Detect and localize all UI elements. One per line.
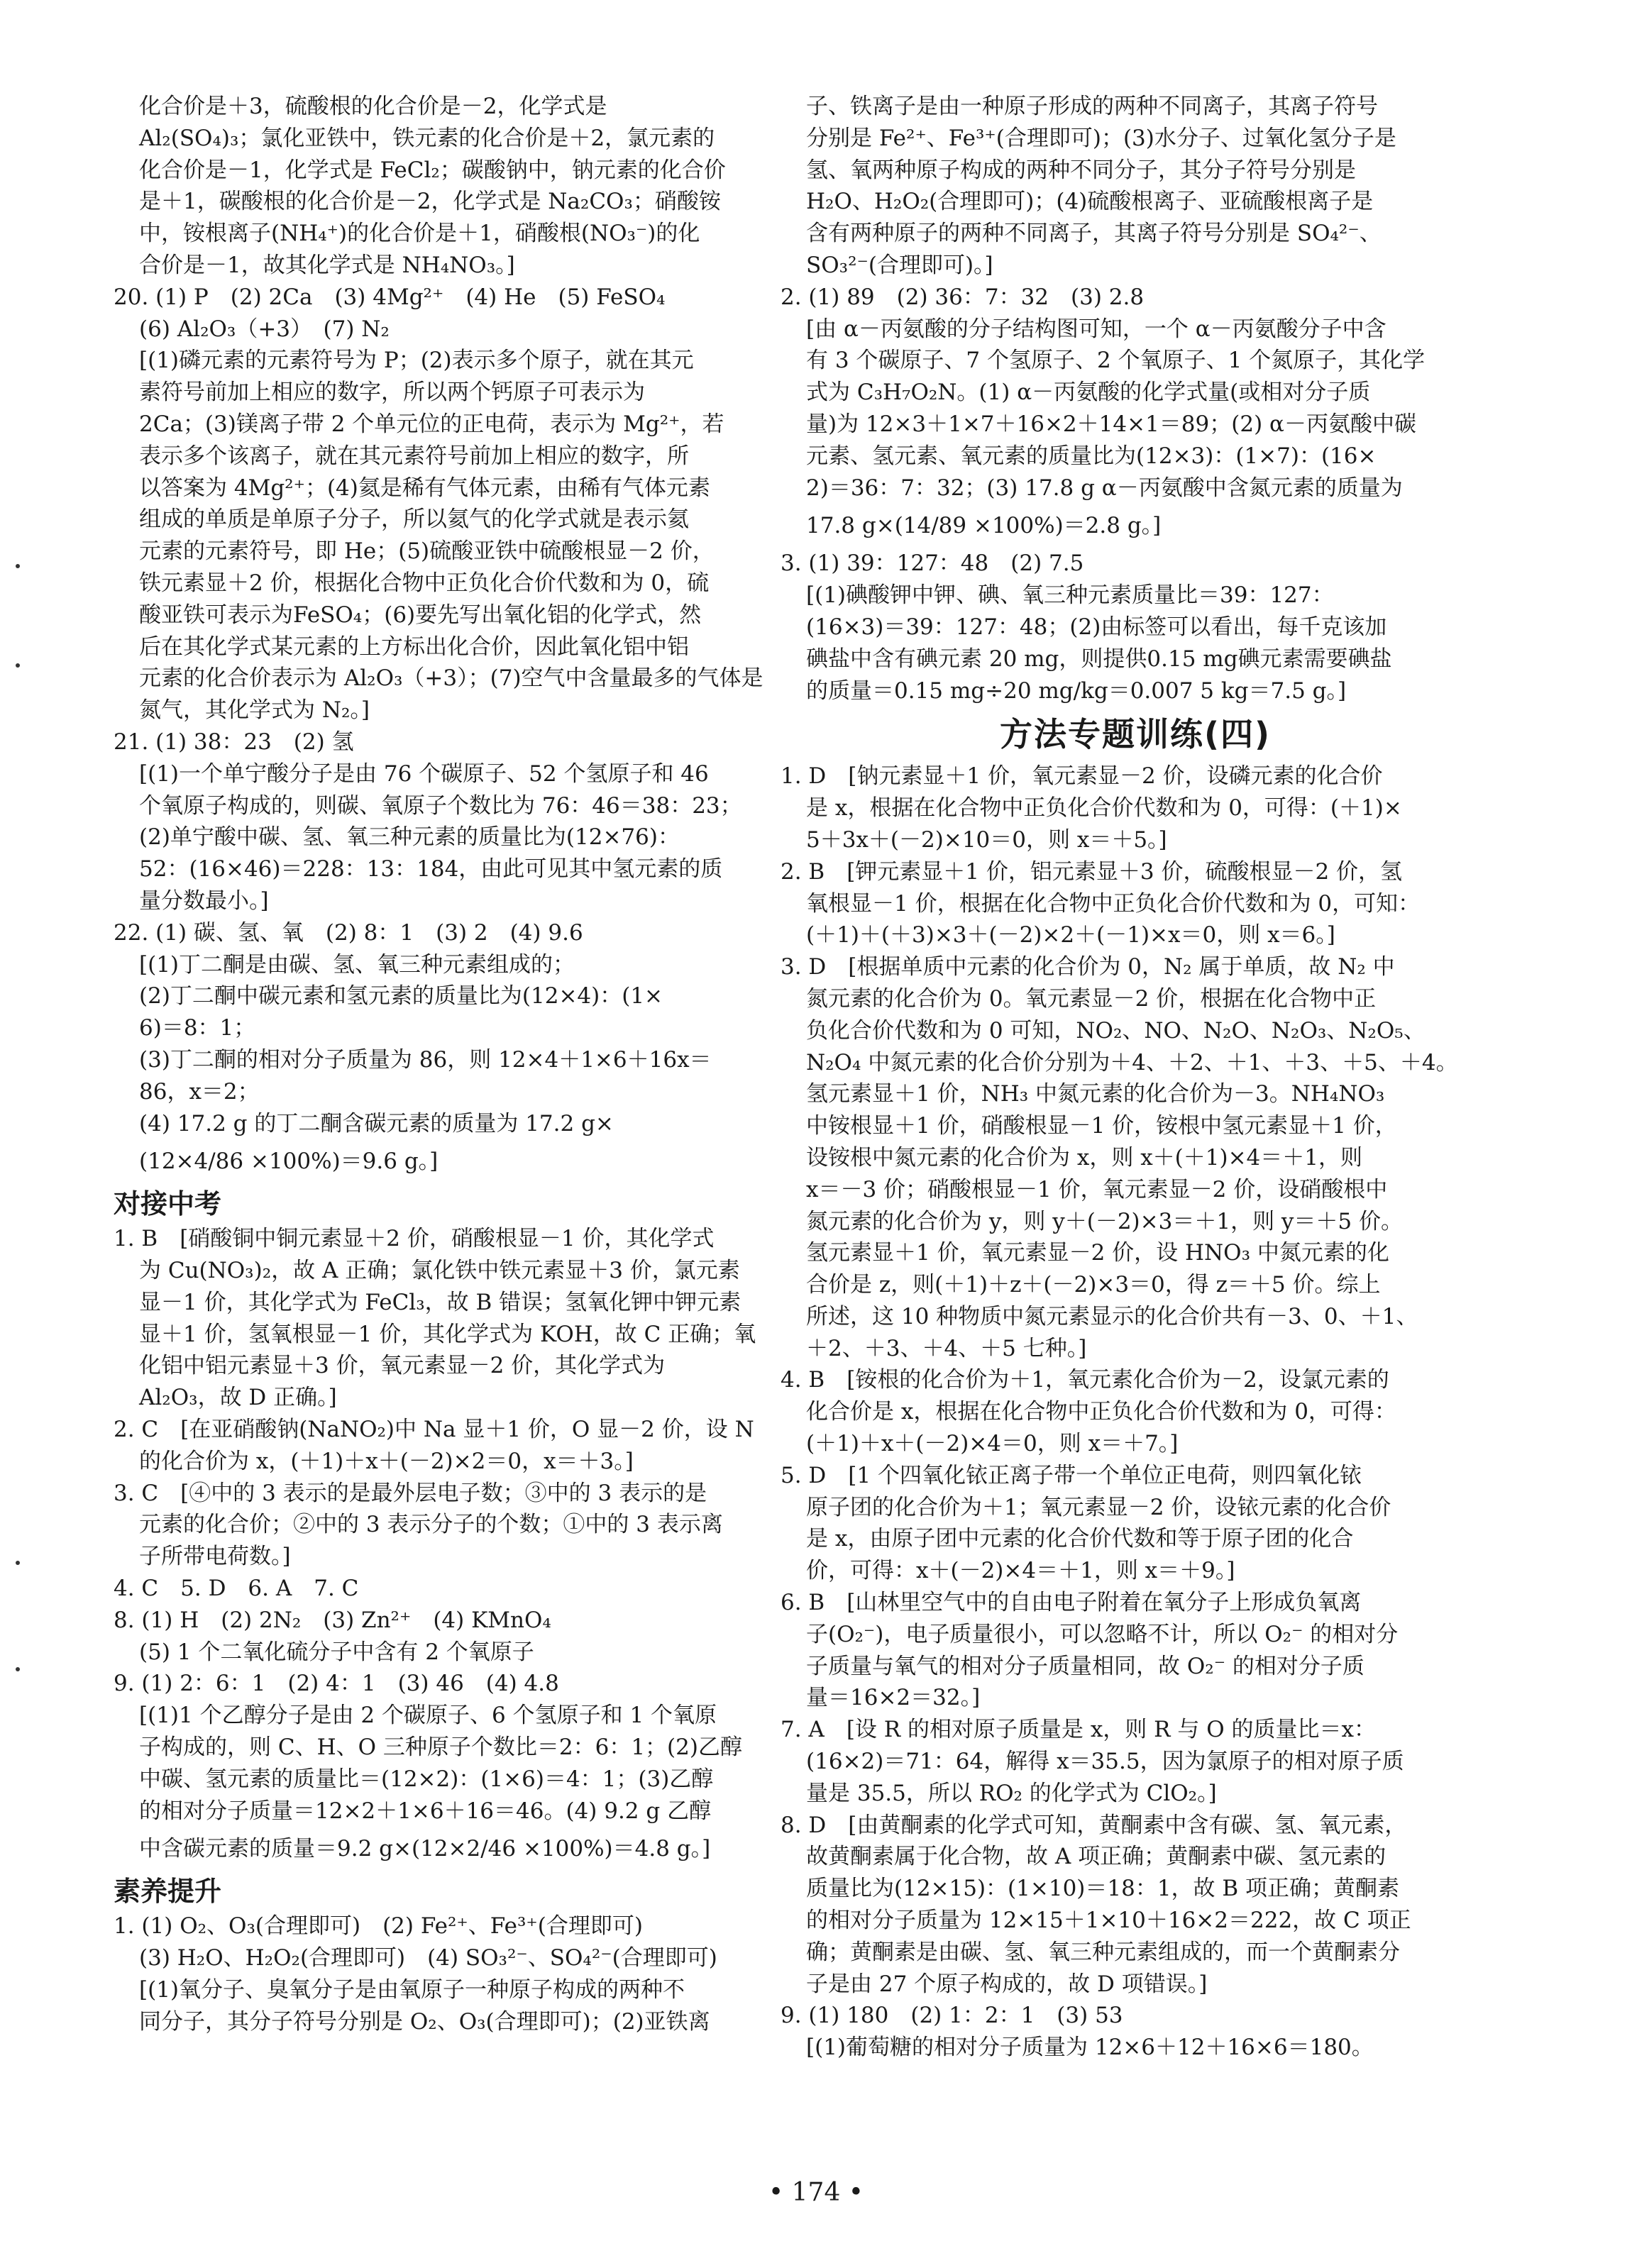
answer-text-line: 化合价是 x，根据在化合物中正负化合价代数和为 0，可得： bbox=[806, 1399, 1396, 1425]
answer-text-line: 氢、氧两种原子构成的两种不同分子，其分子符号分别是 bbox=[806, 157, 1356, 183]
answer-item: 21. (1) 38：23 (2) 氢 bbox=[114, 729, 354, 755]
answer-text-line: 合价是 z，则(＋1)＋z＋(－2)×3＝0，得 z＝＋5 价。综上 bbox=[806, 1272, 1381, 1298]
answer-item: 2. B [钾元素显＋1 价，铝元素显＋3 价，硫酸根显－2 价，氢 bbox=[781, 858, 1403, 885]
answer-item: 9. (1) 180 (2) 1：2：1 (3) 53 bbox=[781, 2003, 1123, 2029]
answer-text-line: 组成的单质是单原子分子，所以氦气的化学式就是表示氦 bbox=[139, 507, 689, 533]
answer-item: 8. D [由黄酮素的化学式可知，黄酮素中含有碳、氢、氧元素， bbox=[781, 1812, 1407, 1838]
answer-text-line: 5＋3x＋(－2)×10＝0，则 x＝＋5。] bbox=[806, 826, 1167, 853]
answer-text-line: 表示多个该离子，就在其元素符号前加上相应的数字，所 bbox=[139, 443, 689, 469]
answer-item: 6. B [山林里空气中的自由电子附着在氧分子上形成负氧离 bbox=[781, 1590, 1362, 1616]
answer-text-line: 确；黄酮素是由碳、氢、氧三种元素组成的，而一个黄酮素分 bbox=[806, 1939, 1400, 1965]
answer-item: 3. D [根据单质中元素的化合价为 0，N₂ 属于单质，故 N₂ 中 bbox=[781, 954, 1395, 980]
answer-text-line: 是 x，根据在化合物中正负化合价代数和为 0，可得：(＋1)× bbox=[806, 795, 1402, 822]
answer-text-line: 化铝中铝元素显＋3 价，氧元素显－2 价，其化学式为 bbox=[139, 1353, 666, 1379]
answer-text-line: 17.8 g×(14/89 ×100%)＝2.8 g。] bbox=[806, 513, 1162, 539]
answer-text-line: (4) 17.2 g 的丁二酮含碳元素的质量为 17.2 g× bbox=[139, 1110, 614, 1136]
answer-text-line: 氧根显－1 价，根据在化合物中正负化合价代数和为 0，可知： bbox=[806, 890, 1421, 917]
margin-dot bbox=[16, 564, 20, 568]
answer-text-line: 后在其化学式某元素的上方标出化合价，因此氧化铝中铝 bbox=[139, 634, 689, 660]
answer-item: 2. (1) 89 (2) 36：7：32 (3) 2.8 bbox=[781, 284, 1145, 310]
answer-text-line: 是 x，由原子团中元素的化合价代数和等于原子团的化合 bbox=[806, 1526, 1354, 1552]
answer-text-line: SO₃²⁻(合理即可)。] bbox=[806, 252, 993, 278]
answer-text-line: 化合价是－1，化学式是 FeCl₂；碳酸钠中，钠元素的化合价 bbox=[139, 157, 726, 183]
answer-text-line: 86，x＝2； bbox=[139, 1078, 260, 1105]
answer-text-line: (＋1)＋x＋(－2)×4＝0，则 x＝＋7。] bbox=[806, 1431, 1179, 1457]
answer-item: 4. B [铵根的化合价为＋1，氧元素化合价为－2，设氯元素的 bbox=[781, 1367, 1389, 1393]
answer-text-line: 6)＝8：1； bbox=[139, 1015, 256, 1041]
answer-text-line: 酸亚铁可表示为FeSO₄；(6)要先写出氧化铝的化学式，然 bbox=[139, 602, 702, 628]
margin-dot bbox=[16, 663, 20, 668]
answer-item: 3. C [④中的 3 表示的是最外层电子数；③中的 3 表示的是 bbox=[114, 1480, 707, 1506]
answer-text-line: 子所带电荷数。] bbox=[139, 1544, 291, 1570]
right-column bbox=[781, 91, 1490, 2064]
answer-item: 1. (1) O₂、O₃(合理即可) (2) Fe²⁺、Fe³⁺(合理即可) bbox=[114, 1913, 643, 1940]
answer-text-line: 量是 35.5，所以 RO₂ 的化学式为 ClO₂。] bbox=[806, 1780, 1217, 1806]
answer-text-line: (16×2)＝71：64，解得 x＝35.5，因为氯原子的相对原子质 bbox=[806, 1749, 1404, 1775]
answer-text-line: ＋2、＋3、＋4、＋5 七种。] bbox=[806, 1335, 1087, 1361]
answer-text-line: 中，铵根离子(NH₄⁺)的化合价是＋1，硝酸根(NO₃⁻)的化 bbox=[139, 221, 700, 247]
answer-text-line: 合价是－1，故其化学式是 NH₄NO₃。] bbox=[139, 252, 515, 278]
answer-text-line: 子质量与氧气的相对分子质量相同，故 O₂⁻ 的相对分子质 bbox=[806, 1653, 1364, 1679]
answer-text-line: 的相对分子质量为 12×15＋1×10＋16×2＝222，故 C 项正 bbox=[806, 1908, 1411, 1934]
answer-text-line: 分别是 Fe²⁺、Fe³⁺(合理即可)；(3)水分子、过氧化氢分子是 bbox=[806, 125, 1396, 151]
answer-text-line: [由 α－丙氨酸的分子结构图可知，一个 α－丙氨酸分子中含 bbox=[806, 316, 1386, 342]
answer-text-line: 式为 C₃H₇O₂N。(1) α－丙氨酸的化学式量(或相对分子质 bbox=[806, 380, 1371, 406]
answer-text-line: 设铵根中氮元素的化合价为 x，则 x＋(＋1)×4＝＋1，则 bbox=[806, 1144, 1363, 1171]
answer-text-line: Al₂(SO₄)₃；氯化亚铁中，铁元素的化合价是＋2，氯元素的 bbox=[139, 125, 715, 151]
answer-text-line: 铁元素显＋2 价，根据化合物中正负化合价代数和为 0，硫 bbox=[139, 570, 710, 596]
answer-text-line: 为 Cu(NO₃)₂，故 A 正确；氯化铁中铁元素显＋3 价，氯元素 bbox=[139, 1258, 740, 1284]
answer-text-line: 以答案为 4Mg²⁺；(4)氦是稀有气体元素，由稀有气体元素 bbox=[139, 475, 710, 501]
answer-text-line: 负化合价代数和为 0 可知，NO₂、NO、N₂O、N₂O₃、N₂O₅、 bbox=[806, 1017, 1426, 1044]
answer-item: 1. B [硝酸铜中铜元素显＋2 价，硝酸根显－1 价，其化学式 bbox=[114, 1226, 715, 1252]
answer-text-line: 的质量＝0.15 mg÷20 mg/kg＝0.007 5 kg＝7.5 g。] bbox=[806, 677, 1347, 704]
answer-text-line: 2)＝36：7：32；(3) 17.8 g α－丙氨酸中含氮元素的质量为 bbox=[806, 475, 1403, 501]
answer-text-line: 元素的化合价表示为 Al₂O₃（+3）；(7)空气中含量最多的气体是 bbox=[139, 665, 763, 692]
answer-text-line: [(1)1 个乙醇分子是由 2 个碳原子、6 个氢原子和 1 个氧原 bbox=[139, 1703, 717, 1729]
answer-text-line: [(1)氧分子、臭氧分子是由氧原子一种原子构成的两种不 bbox=[139, 1977, 685, 2003]
answer-text-line: 是＋1，碳酸根的化合价是－2，化学式是 Na₂CO₃；硝酸铵 bbox=[139, 189, 721, 215]
answer-item: 5. D [1 个四氧化铱正离子带一个单位正电荷，则四氧化铱 bbox=[781, 1462, 1362, 1488]
answer-text-line: [(1)一个单宁酸分子是由 76 个碳原子、52 个氢原子和 46 bbox=[139, 760, 709, 787]
answer-item: 8. (1) H (2) 2N₂ (3) Zn²⁺ (4) KMnO₄ bbox=[114, 1607, 551, 1633]
answer-text-line: 故黄酮素属于化合物，故 A 项正确；黄酮素中碳、氢元素的 bbox=[806, 1844, 1386, 1870]
answer-text-line: 质量比为(12×15)：(1×10)＝18：1，故 B 项正确；黄酮素 bbox=[806, 1876, 1400, 1902]
answer-text-line: 52：(16×46)＝228：13：184，由此可见其中氢元素的质 bbox=[139, 856, 723, 883]
answer-text-line: [(1)碘酸钾中钾、碘、氧三种元素质量比＝39：127： bbox=[806, 582, 1334, 609]
section-heading: 对接中考 bbox=[114, 1188, 222, 1220]
answer-text-line: 个氧原子构成的，则碳、氧原子个数比为 76：46＝38：23； bbox=[139, 792, 742, 819]
page-number: • 174 • bbox=[768, 2178, 864, 2207]
answer-text-line: 碘盐中含有碘元素 20 mg，则提供0.15 mg碘元素需要碘盐 bbox=[806, 646, 1392, 672]
answer-text-line: 元素的化合价；②中的 3 表示分子的个数；①中的 3 表示离 bbox=[139, 1512, 723, 1538]
answer-text-line: 子是由 27 个原子构成的，故 D 项错误。] bbox=[806, 1971, 1208, 1997]
answer-text-line: N₂O₄ 中氮元素的化合价分别为＋4、＋2、＋1、＋3、＋5、＋4。 bbox=[806, 1049, 1458, 1075]
answer-text-line: (6) Al₂O₃（+3） (7) N₂ bbox=[139, 316, 390, 342]
answer-text-line: H₂O、H₂O₂(合理即可)；(4)硫酸根离子、亚硫酸根离子是 bbox=[806, 189, 1374, 215]
answer-text-line: (3)丁二酮的相对分子质量为 86，则 12×4＋1×6＋16x＝ bbox=[139, 1046, 712, 1073]
answer-text-line: (3) H₂O、H₂O₂(合理即可) (4) SO₃²⁻、SO₄²⁻(合理即可) bbox=[139, 1945, 717, 1971]
left-column bbox=[114, 91, 823, 2038]
answer-text-line: 同分子，其分子符号分别是 O₂、O₃(合理即可)；(2)亚铁离 bbox=[139, 2008, 710, 2035]
answer-text-line: (2)单宁酸中碳、氢、氧三种元素的质量比为(12×76)： bbox=[139, 824, 680, 851]
answer-text-line: x＝－3 价；硝酸根显－1 价，氧元素显－2 价，设硝酸根中 bbox=[806, 1176, 1388, 1202]
margin-dot bbox=[16, 1561, 20, 1565]
answer-text-line: 化合价是＋3，硫酸根的化合价是－2，化学式是 bbox=[139, 94, 607, 119]
answer-text-line: 氢元素显＋1 价，NH₃ 中氮元素的化合价为－3。NH₄NO₃ bbox=[806, 1081, 1385, 1107]
section-heading: 素养提升 bbox=[114, 1876, 222, 1908]
answer-text-line: 元素、氢元素、氧元素的质量比为(12×3)：(1×7)：(16× bbox=[806, 443, 1377, 469]
answer-text-line: 元素的元素符号，即 He；(5)硫酸亚铁中硫酸根显－2 价， bbox=[139, 538, 715, 565]
answer-item: 4. C 5. D 6. A 7. C bbox=[114, 1576, 359, 1602]
answer-item: 9. (1) 2：6：1 (2) 4：1 (3) 46 (4) 4.8 bbox=[114, 1671, 559, 1697]
answer-text-line: 价，可得：x＋(－2)×4＝＋1，则 x＝＋9。] bbox=[806, 1558, 1235, 1584]
answer-text-line: 子、铁离子是由一种原子形成的两种不同离子，其离子符号 bbox=[806, 94, 1378, 119]
answer-text-line: [(1)丁二酮是由碳、氢、氧三种元素组成的； bbox=[139, 951, 575, 978]
answer-text-line: 的化合价为 x，(＋1)＋x＋(－2)×2＝0，x＝＋3。] bbox=[139, 1448, 634, 1474]
answer-text-line: (5) 1 个二氧化硫分子中含有 2 个氧原子 bbox=[139, 1639, 534, 1665]
answer-item: 2. C [在亚硝酸钠(NaNO₂)中 Na 显＋1 价，O 显－2 价，设 N bbox=[114, 1417, 754, 1443]
answer-text-line: 中含碳元素的质量＝9.2 g×(12×2/46 ×100%)＝4.8 g。] bbox=[139, 1836, 711, 1862]
answer-text-line: 素符号前加上相应的数字，所以两个钙原子可表示为 bbox=[139, 380, 645, 406]
answer-text-line: 量)为 12×3＋1×7＋16×2＋14×1＝89；(2) α－丙氨酸中碳 bbox=[806, 411, 1416, 437]
answer-text-line: 氢元素显＋1 价，氧元素显－2 价，设 HNO₃ 中氮元素的化 bbox=[806, 1240, 1389, 1266]
answer-text-line: 有 3 个碳原子、7 个氢原子、2 个氧原子、1 个氮原子，其化学 bbox=[806, 348, 1426, 374]
answer-text-line: [(1)葡萄糖的相对分子质量为 12×6＋12＋16×6＝180。 bbox=[806, 2035, 1374, 2061]
answer-item: 22. (1) 碳、氢、氧 (2) 8：1 (3) 2 (4) 9.6 bbox=[114, 919, 583, 946]
answer-text-line: 氮气，其化学式为 N₂。] bbox=[139, 697, 370, 724]
answer-text-line: (＋1)＋(＋3)×3＋(－2)×2＋(－1)×x＝0，则 x＝6。] bbox=[806, 922, 1335, 948]
answer-text-line: 中碳、氢元素的质量比＝(12×2)：(1×6)＝4：1；(3)乙醇 bbox=[139, 1766, 714, 1792]
answer-text-line: 子构成的，则 C、H、O 三种原子个数比＝2：6：1；(2)乙醇 bbox=[139, 1735, 742, 1761]
answer-text-line: 所述，这 10 种物质中氮元素显示的化合价共有－3、0、＋1、 bbox=[806, 1303, 1418, 1329]
answer-item: 7. A [设 R 的相对原子质量是 x，则 R 与 O 的质量比＝x： bbox=[781, 1717, 1376, 1743]
answer-text-line: 显－1 价，其化学式为 FeCl₃，故 B 错误；氢氧化钾中钾元素 bbox=[139, 1289, 741, 1315]
answer-text-line: Al₂O₃，故 D 正确。] bbox=[139, 1385, 337, 1411]
answer-text-line: (16×3)＝39：127：48；(2)由标签可以看出，每千克该加 bbox=[806, 614, 1387, 640]
answer-text-line: 2Ca；(3)镁离子带 2 个单元位的正电荷，表示为 Mg²⁺，若 bbox=[139, 411, 724, 437]
answer-text-line: 中铵根显＋1 价，硝酸根显－1 价，铵根中氢元素显＋1 价， bbox=[806, 1113, 1397, 1139]
answer-text-line: 氮元素的化合价为 0。氧元素显－2 价，根据在化合物中正 bbox=[806, 985, 1377, 1012]
answer-item: 1. D [钠元素显＋1 价，氧元素显－2 价，设磷元素的化合价 bbox=[781, 763, 1383, 790]
margin-dot bbox=[16, 1667, 20, 1671]
answer-text-line: (12×4/86 ×100%)＝9.6 g。] bbox=[139, 1149, 439, 1175]
answer-text-line: (2)丁二酮中碳元素和氢元素的质量比为(12×4)：(1× bbox=[139, 983, 663, 1009]
answer-item: 20. (1) P (2) 2Ca (3) 4Mg²⁺ (4) He (5) FeSO₄ bbox=[114, 284, 666, 310]
answer-text-line: 的相对分子质量＝12×2＋1×6＋16＝46。(4) 9.2 g 乙醇 bbox=[139, 1798, 712, 1824]
answer-text-line: 氮元素的化合价为 y，则 y＋(－2)×3＝＋1，则 y＝＋5 价。 bbox=[806, 1208, 1404, 1234]
answer-text-line: 含有两种原子的两种不同离子，其离子符号分别是 SO₄²⁻、 bbox=[806, 221, 1382, 247]
section-title: 方法专题训练(四) bbox=[999, 715, 1272, 754]
answer-text-line: 显＋1 价，氢氧根显－1 价，其化学式为 KOH，故 C 正确；氧 bbox=[139, 1321, 756, 1347]
answer-text-line: 原子团的化合价为＋1；氧元素显－2 价，设铱元素的化合价 bbox=[806, 1494, 1391, 1520]
answer-text-line: 子(O₂⁻)，电子质量很小，可以忽略不计，所以 O₂⁻ 的相对分 bbox=[806, 1621, 1399, 1647]
answer-item: 3. (1) 39：127：48 (2) 7.5 bbox=[781, 551, 1084, 577]
answer-text-line: 量＝16×2＝32。] bbox=[806, 1685, 981, 1711]
answer-text-line: [(1)磷元素的元素符号为 P；(2)表示多个原子，就在其元 bbox=[139, 348, 694, 374]
answer-text-line: 量分数最小。] bbox=[139, 887, 269, 914]
